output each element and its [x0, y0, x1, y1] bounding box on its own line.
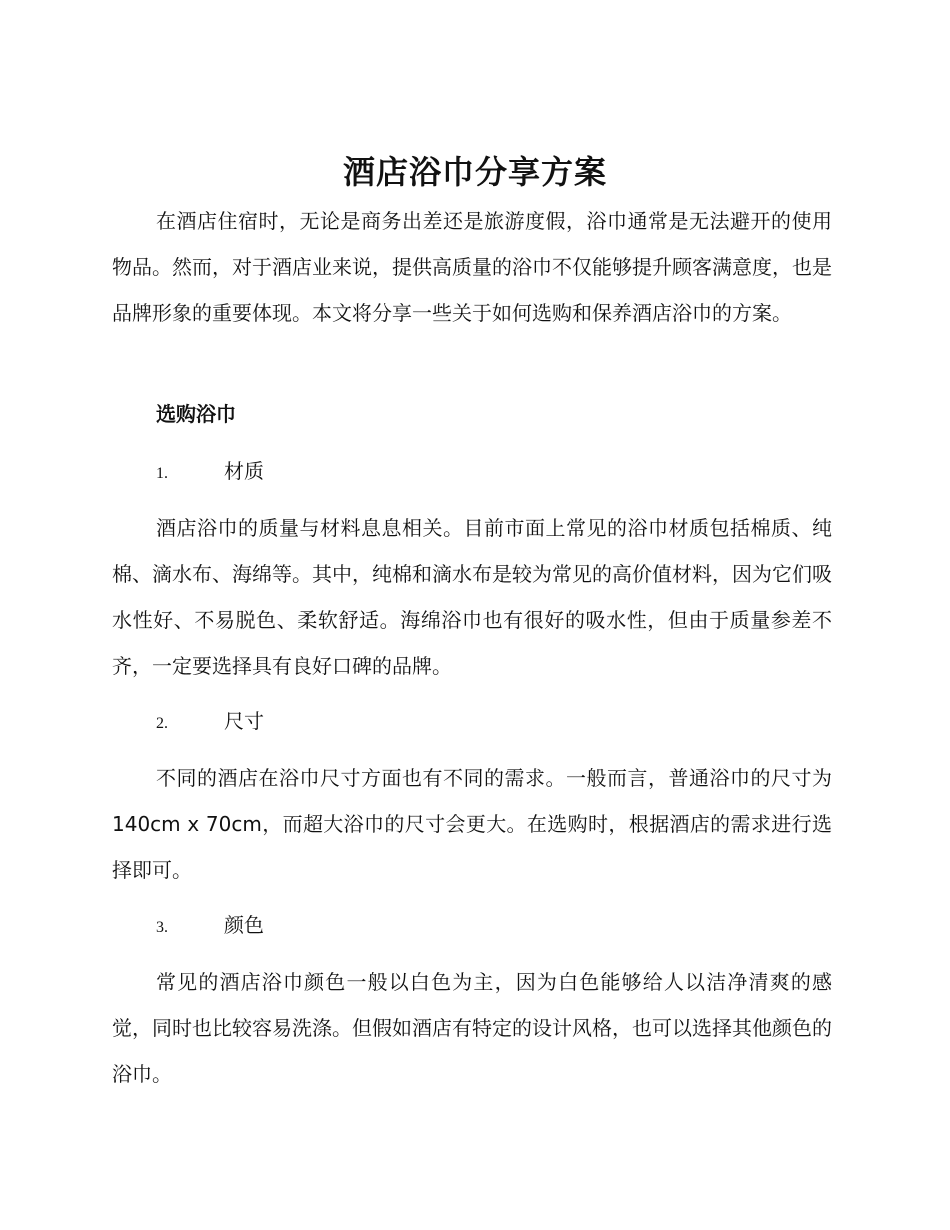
list-item-number: 1.: [156, 465, 168, 482]
list-item-number: 2.: [156, 715, 168, 732]
list-item-size: [156, 707, 264, 738]
color-paragraph: 常见的酒店浴巾颜色一般以白色为主，因为白色能够给人以洁净清爽的感觉，同时也比较容易洗涤。但假如酒店有特定的设计风格，也可以选择其他颜色的浴巾。: [112, 970, 832, 1086]
list-item-color: [156, 911, 264, 942]
list-item-title: 材质: [224, 459, 264, 483]
material-paragraph: 酒店浴巾的质量与材料息息相关。目前市面上常见的浴巾材质包括棉质、纯棉、滴水布、海绵等。其中，纯棉和滴水布是较为常见的高价值材料，因为它们吸水性好、不易脱色、柔软舒适。海绵浴巾也有很好的吸水性，但由于质量参差不齐，一定要选择具有良好口碑的品牌。: [112, 516, 832, 678]
list-item-title: 颜色: [224, 913, 264, 937]
list-item-number: 3.: [156, 919, 168, 936]
intro-paragraph: 在酒店住宿时，无论是商务出差还是旅游度假，浴巾通常是无法避开的使用物品。然而，对于酒店业来说，提供高质量的浴巾不仅能够提升顾客满意度，也是品牌形象的重要体现。本文将分享一些关于如何选购和保养酒店浴巾的方案。: [112, 209, 832, 325]
list-item-material: [156, 457, 264, 488]
size-paragraph: 不同的酒店在浴巾尺寸方面也有不同的需求。一般而言，普通浴巾的尺寸为 140cm x 70cm，而超大浴巾的尺寸会更大。在选购时，根据酒店的需求进行选择即可。: [112, 766, 832, 882]
document-title: 酒店浴巾分享方案: [342, 153, 607, 191]
list-item-title: 尺寸: [224, 709, 264, 733]
section-heading: 选购浴巾: [156, 402, 236, 426]
